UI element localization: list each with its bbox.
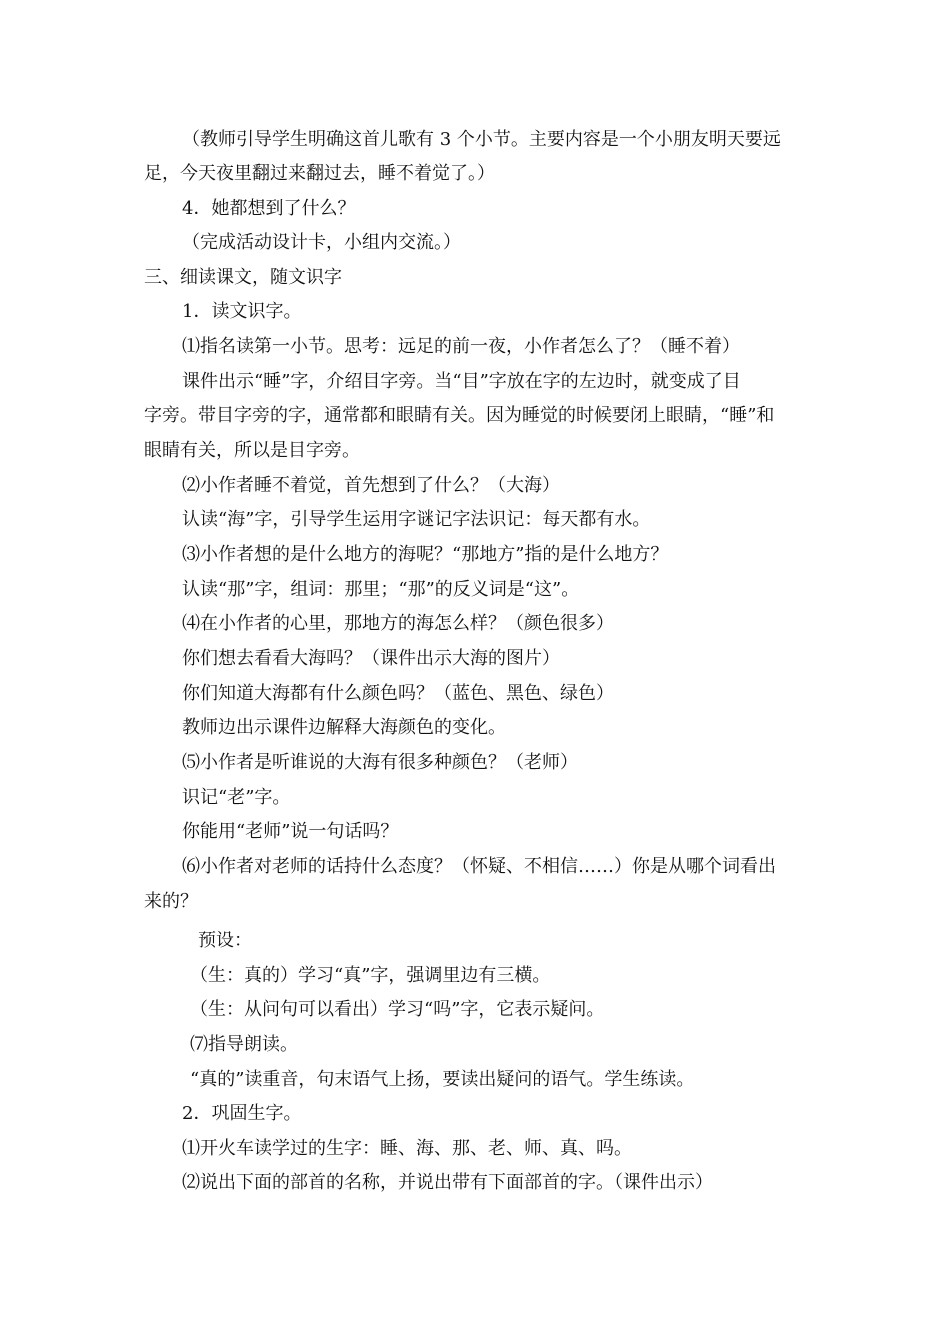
paragraph-line: 4．她都想到了什么？ (182, 198, 356, 219)
paragraph-line: （完成活动设计卡，小组内交流。） (182, 232, 461, 253)
paragraph-line: ⑶小作者想的是什么地方的海呢？“那地方”指的是什么地方？ (182, 544, 669, 565)
paragraph-line: （教师引导学生明确这首儿歌有 3 个小节。主要内容是一个小朋友明天要远 (182, 129, 781, 150)
paragraph-line: 字旁。带目字旁的字，通常都和眼睛有关。因为睡觉的时候要闭上眼睛，“睡”和 (144, 405, 775, 426)
paragraph-line: 识记“老”字。 (182, 787, 291, 808)
paragraph-line: 你们知道大海都有什么颜色吗？（蓝色、黑色、绿色） (182, 683, 614, 704)
subheading: 2．巩固生字。 (182, 1103, 302, 1124)
paragraph-line: ⑸小作者是听谁说的大海有很多种颜色？（老师） (182, 752, 578, 773)
paragraph-line: ⑹小作者对老师的话持什么态度？（怀疑、不相信……）你是从哪个词看出 (182, 856, 776, 877)
paragraph-line: 预设： (198, 930, 252, 951)
paragraph-line: 认读“那”字，组词：那里；“那”的反义词是“这”。 (182, 579, 580, 600)
paragraph-line: 眼睛有关，所以是目字旁。 (144, 440, 360, 461)
paragraph-line: （生：真的）学习“真”字，强调里边有三横。 (190, 965, 551, 986)
paragraph-line: 教师边出示课件边解释大海颜色的变化。 (182, 717, 506, 738)
paragraph-line: ⑵小作者睡不着觉，首先想到了什么？（大海） (182, 475, 560, 496)
paragraph-line: 课件出示“睡”字，介绍目字旁。当“目”字放在字的左边时，就变成了目 (182, 371, 741, 392)
paragraph-line: ⑴开火车读学过的生字：睡、海、那、老、师、真、吗。 (182, 1138, 632, 1159)
paragraph-line: ⑷在小作者的心里，那地方的海怎么样？（颜色很多） (182, 613, 614, 634)
paragraph-line: ⑴指名读第一小节。思考：远足的前一夜，小作者怎么了？（睡不着） (182, 336, 740, 357)
paragraph-line: “真的”读重音，句末语气上扬，要读出疑问的语气。学生练读。 (190, 1069, 695, 1090)
paragraph-line: 你能用“老师”说一句话吗？ (182, 821, 399, 842)
paragraph-line: 来的？ (144, 891, 198, 912)
paragraph-line: （生：从问句可以看出）学习“吗”字，它表示疑问。 (190, 999, 605, 1020)
paragraph-line: 你们想去看看大海吗？（课件出示大海的图片） (182, 648, 560, 669)
subheading: 1．读文识字。 (182, 301, 302, 322)
paragraph-line: 认读“海”字，引导学生运用字谜记字法识记：每天都有水。 (182, 509, 651, 530)
paragraph-line: ⑺指导朗读。 (190, 1034, 298, 1055)
section-heading: 三、细读课文，随文识字 (144, 267, 342, 288)
paragraph-line: 足，今天夜里翻过来翻过去，睡不着觉了。） (144, 163, 495, 184)
paragraph-line: ⑵说出下面的部首的名称，并说出带有下面部首的字。（课件出示） (182, 1172, 713, 1193)
